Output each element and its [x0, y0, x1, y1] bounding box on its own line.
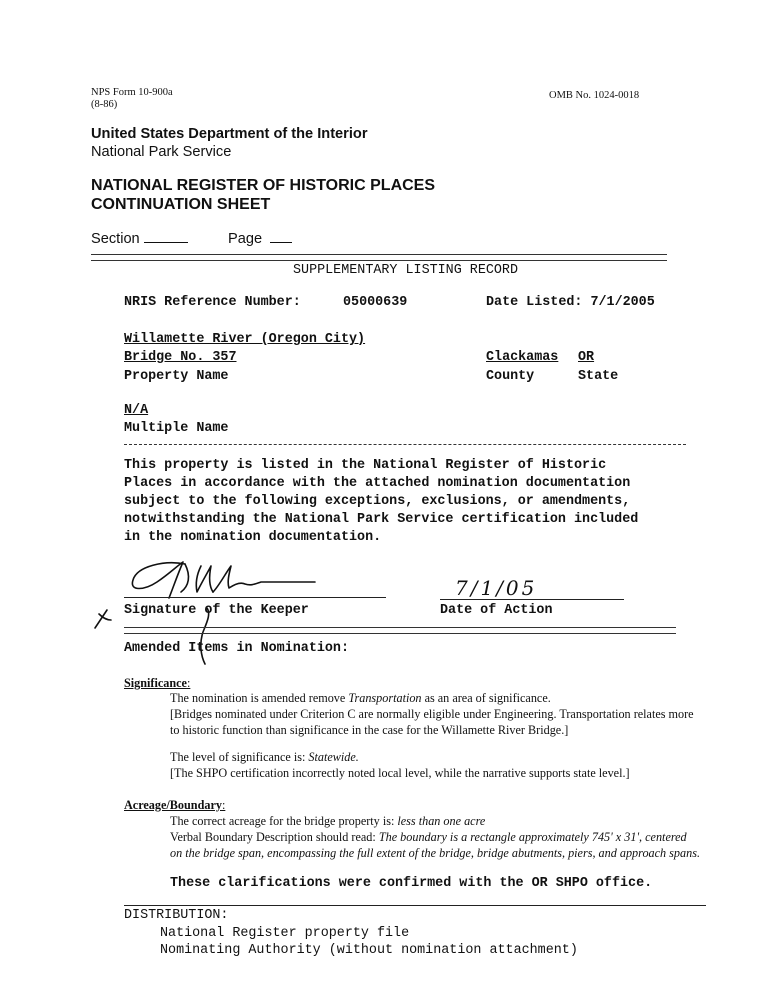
significance-level: The level of significance is: Statewide.	[170, 750, 359, 764]
statement-line-3: subject to the following exceptions, exclusions, or amendments,	[124, 494, 631, 509]
amended-items-heading: Amended Items in Nomination:	[124, 641, 349, 656]
signature-line	[124, 597, 386, 598]
county-value: Clackamas	[486, 350, 559, 365]
page-blank	[270, 230, 292, 243]
multiple-name-value: N/A	[124, 403, 149, 418]
distribution-heading: DISTRIBUTION:	[124, 908, 229, 923]
department-name: United States Department of the Interior	[91, 126, 368, 142]
nris-value: 05000639	[343, 295, 408, 310]
date-of-action-handwritten: 7/1/05	[455, 576, 538, 600]
clarification-note: These clarifications were confirmed with the OR SHPO office.	[170, 876, 653, 891]
statement-line-5: in the nomination documentation.	[124, 530, 382, 545]
acreage-line-1: The correct acreage for the bridge property is: less than one acre	[170, 814, 486, 828]
boundary-line-2: on the bridge span, encompassing the full extent of the bridge, bridge abutments, piers, and approach spans.	[170, 846, 700, 860]
statement-line-4: notwithstanding the National Park Service certification included	[124, 512, 639, 527]
property-name-label: Property Name	[124, 369, 229, 384]
omb-number: OMB No. 1024-0018	[549, 90, 640, 101]
section-label: Section	[91, 231, 140, 247]
distribution-item: National Register property file	[160, 926, 410, 941]
statement-line-2: Places in accordance with the attached nomination documentation	[124, 476, 631, 491]
form-number: NPS Form 10-900a	[91, 87, 173, 98]
significance-line-2: [Bridges nominated under Criterion C are normally eligible under Engineering. Transportation relates more	[170, 707, 694, 721]
section-blank	[144, 230, 188, 243]
agency-name: National Park Service	[91, 144, 232, 160]
state-label: State	[578, 369, 619, 384]
signature-label: Signature of the Keeper	[124, 603, 309, 618]
date-listed: Date Listed: 7/1/2005	[486, 295, 655, 310]
document-title: NATIONAL REGISTER OF HISTORIC PLACES	[91, 177, 436, 194]
signature-double-rule	[124, 627, 676, 634]
form-date: (8-86)	[91, 99, 118, 110]
state-value: OR	[578, 350, 595, 365]
distribution-rule	[124, 905, 706, 906]
nris-label: NRIS Reference Number:	[124, 295, 301, 310]
date-of-action-label: Date of Action	[440, 603, 553, 618]
acreage-heading: Acreage/Boundary:	[124, 798, 226, 812]
boundary-line-1: Verbal Boundary Description should read: The boundary is a rectangle approximately 745' x 31', centered	[170, 830, 687, 844]
document-subtitle: CONTINUATION SHEET	[91, 196, 271, 213]
property-name-line1: Willamette River (Oregon City)	[124, 332, 366, 347]
date-of-action-line	[440, 599, 624, 600]
dashed-divider	[124, 444, 686, 445]
multiple-name-label: Multiple Name	[124, 421, 229, 436]
header-double-rule	[91, 254, 667, 261]
section-field	[91, 230, 188, 247]
significance-line-3: to historic function than significance in the case for the Willamette River Bridge.]	[170, 723, 569, 737]
distribution-item: Nominating Authority (without nomination attachment)	[160, 943, 578, 958]
significance-level-note: [The SHPO certification incorrectly noted local level, while the narrative supports state level.]	[170, 766, 630, 780]
page-label: Page	[228, 231, 263, 247]
statement-line-1: This property is listed in the National Register of Historic	[124, 458, 607, 473]
record-heading: SUPPLEMENTARY LISTING RECORD	[293, 263, 518, 278]
page-field	[228, 230, 292, 247]
significance-heading: Significance:	[124, 676, 191, 690]
county-label: County	[486, 369, 535, 384]
significance-line-1: The nomination is amended remove Transportation as an area of significance.	[170, 691, 551, 705]
property-name-line2: Bridge No. 357	[124, 350, 237, 365]
